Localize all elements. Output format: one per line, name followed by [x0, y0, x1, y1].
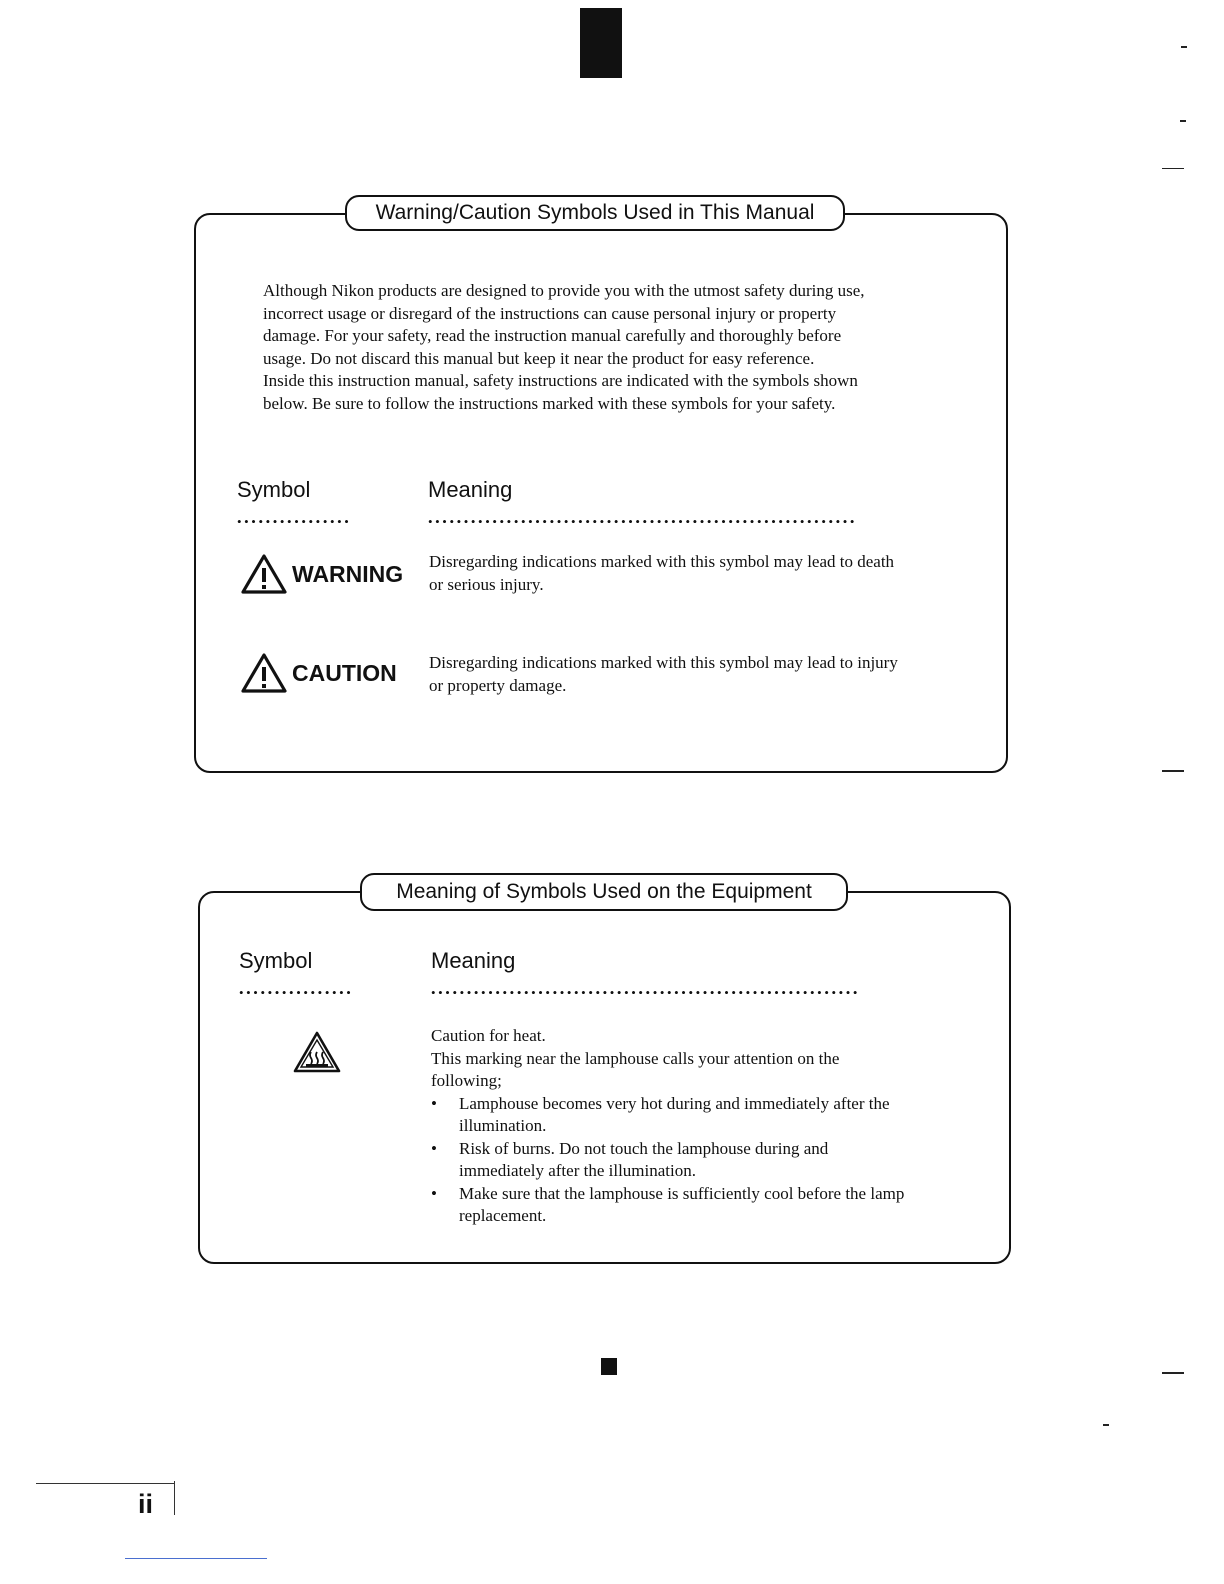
intro-paragraph	[263, 280, 963, 415]
page-footer-vertical-rule	[174, 1481, 175, 1515]
meaning-line: Disregarding indications marked with this symbol may lead to death	[429, 552, 895, 571]
equipment-symbol-meaning	[431, 1025, 976, 1228]
warning-label: WARNING	[292, 560, 404, 587]
intro-line: Inside this instruction manual, safety instructions are indicated with the symbols shown	[263, 371, 858, 390]
warning-symbol	[240, 553, 403, 595]
edge-tick	[1162, 1372, 1184, 1374]
list-item	[431, 1138, 976, 1183]
list-item	[431, 1093, 976, 1138]
meaning-dotted-rule: ••••••••••••••••••••••••••••••••••••••••••••••••••••••••••••	[428, 515, 858, 529]
symbol-column-header: Symbol	[239, 948, 313, 973]
page-footer-rule	[36, 1483, 174, 1484]
meaning-line: Caution for heat.	[431, 1026, 546, 1045]
list-item	[431, 1183, 976, 1228]
caution-meaning	[429, 651, 969, 697]
meaning-line: or property damage.	[429, 676, 567, 695]
warning-meaning	[429, 550, 969, 596]
heat-caution-list	[431, 1093, 976, 1228]
meaning-line: Disregarding indications marked with this symbol may lead to injury	[429, 653, 898, 672]
list-item-line: • Make sure that the lamphouse is sufficiently cool before the lamp	[459, 1183, 905, 1203]
symbol-column-header: Symbol	[237, 477, 311, 502]
caution-symbol	[240, 652, 397, 694]
meaning-column-header: Meaning	[431, 948, 516, 973]
warning-triangle-icon	[240, 553, 288, 595]
caution-label: CAUTION	[292, 659, 397, 686]
meaning-column-header: Meaning	[428, 477, 513, 502]
bottom-blue-rule	[125, 1558, 267, 1559]
edge-tick	[1162, 770, 1184, 772]
symbol-dotted-rule: ••••••••••••••••	[239, 986, 354, 1000]
intro-line: Although Nikon products are designed to provide you with the utmost safety during use,	[263, 281, 865, 300]
page-number: ii	[138, 1489, 154, 1519]
top-registration-mark	[580, 8, 622, 78]
edge-tick	[1162, 168, 1184, 169]
list-item-line: immediately after the illumination.	[459, 1161, 696, 1180]
warning-caution-panel-title: Warning/Caution Symbols Used in This Manual	[345, 195, 845, 231]
intro-line: damage. For your safety, read the instruction manual carefully and thoroughly before	[263, 326, 842, 345]
bottom-registration-mark	[601, 1358, 617, 1375]
edge-tick	[1181, 46, 1187, 48]
edge-tick	[1180, 120, 1186, 122]
symbol-dotted-rule: ••••••••••••••••	[237, 515, 352, 529]
list-item-line: • Lamphouse becomes very hot during and immediately after the	[459, 1093, 890, 1113]
equipment-symbols-panel-title: Meaning of Symbols Used on the Equipment	[360, 873, 848, 911]
caution-triangle-icon	[240, 652, 288, 694]
hot-surface-icon	[292, 1030, 342, 1074]
meaning-dotted-rule: ••••••••••••••••••••••••••••••••••••••••••••••••••••••••••••	[431, 986, 861, 1000]
intro-line: usage. Do not discard this manual but keep it near the product for easy reference.	[263, 348, 815, 368]
intro-line: below. Be sure to follow the instructions marked with these symbols for your safety.	[263, 393, 836, 413]
list-item-line: illumination.	[459, 1116, 547, 1135]
list-item-line: replacement.	[459, 1206, 547, 1225]
edge-tick	[1103, 1424, 1109, 1426]
list-item-line: • Risk of burns. Do not touch the lamphouse during and	[459, 1138, 829, 1158]
meaning-line: or serious injury.	[429, 575, 544, 594]
meaning-line: following;	[431, 1071, 502, 1090]
meaning-line: This marking near the lamphouse calls your attention on the	[431, 1048, 840, 1068]
intro-line: incorrect usage or disregard of the instructions can cause personal injury or property	[263, 303, 837, 323]
